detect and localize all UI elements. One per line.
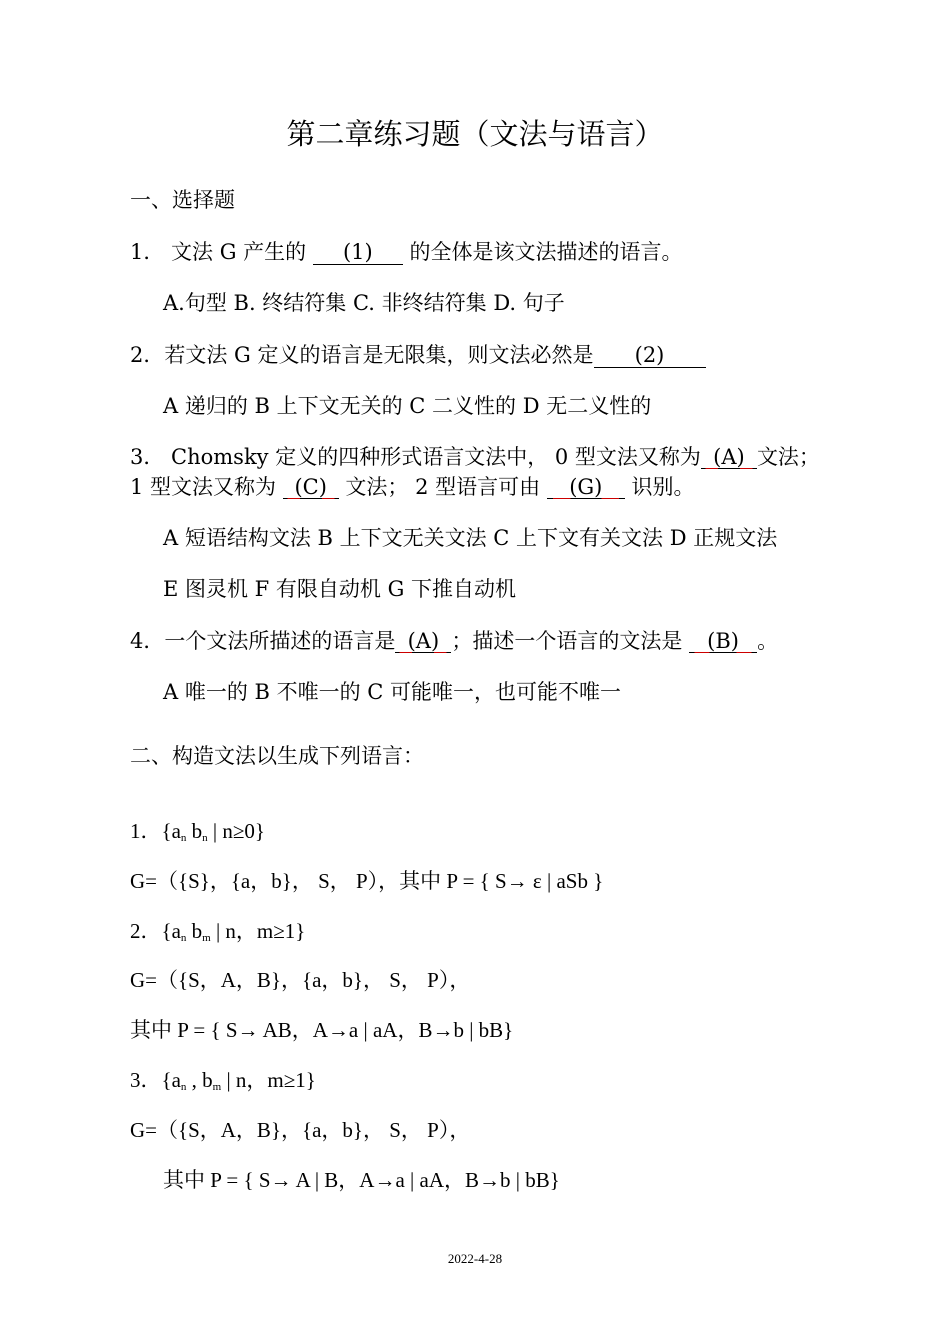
problem-2-grammar-1: G=（{S，A，B}，{a，b}， S， P），	[130, 968, 471, 992]
problem-3-lang-prefix: 3．{a	[130, 1068, 181, 1092]
problem-2-sub-1: n	[180, 932, 187, 944]
question-3-blank-g: (G)	[547, 475, 625, 499]
question-3-line2-mid: 文法； 2 型语言可由	[338, 475, 547, 499]
problem-2-sub-2: m	[202, 932, 211, 944]
section-heading-choice: 一、选择题	[130, 188, 235, 212]
problem-1-lang-suffix: | n≥0}	[207, 819, 265, 843]
page-title: 第二章练习题（文法与语言）	[286, 117, 664, 151]
question-1-options: A.句型 B. 终结符集 C. 非终结符集 D. 句子	[163, 291, 565, 315]
question-4-mid: ；描述一个语言的文法是	[451, 629, 690, 653]
question-1-suffix: 的全体是该文法描述的语言。	[402, 240, 683, 264]
question-3-blank-c: (C)	[283, 475, 339, 499]
problem-3-sub-1: n	[180, 1081, 187, 1093]
problem-2-lang-suffix: | n，m≥1}	[210, 919, 306, 943]
question-3-line2-prefix: 1 型文法又称为	[130, 475, 283, 499]
question-3-line1-suffix: 文法；	[756, 445, 820, 469]
question-4-blank-b: (B)	[689, 629, 757, 653]
question-2-blank: (2)	[594, 343, 706, 368]
question-3-prefix: 3． Chomsky 定义的四种形式语言文法中， 0 型文法又称为	[130, 445, 701, 469]
problem-3-grammar-2: 其中 P = { S→ A | B，A→a | aA，B→b | bB}	[163, 1168, 560, 1192]
problem-1-sub-2: n	[202, 832, 208, 844]
question-4-prefix: 4．一个文法所描述的语言是	[130, 629, 396, 653]
question-4	[130, 625, 778, 655]
question-3-line-1	[130, 441, 820, 471]
question-4-suffix: 。	[757, 629, 779, 653]
question-1-blank: (1)	[313, 240, 403, 265]
question-3-options-2: E 图灵机 F 有限自动机 G 下推自动机	[163, 577, 517, 601]
problem-1-sub-1: n	[180, 832, 187, 844]
problem-1-lang-prefix: 1．{a	[130, 819, 181, 843]
problem-1-language	[130, 815, 265, 845]
problem-1-grammar: G=（{S}，{a，b}， S， P），其中 P = { S→ ε | aSb }	[130, 869, 604, 893]
page-footer-date: 2022-4-28	[447, 1251, 503, 1266]
problem-3-language	[130, 1064, 316, 1094]
problem-3-lang-mid: , b	[186, 1068, 213, 1092]
problem-2-lang-prefix: 2．{a	[130, 919, 181, 943]
problem-3-grammar-1: G=（{S，A，B}，{a，b}， S， P），	[130, 1118, 471, 1142]
question-4-options: A 唯一的 B 不唯一的 C 可能唯一，也可能不唯一	[163, 680, 622, 704]
problem-1-lang-mid: b	[186, 819, 203, 843]
question-3-line2-suffix: 识别。	[624, 475, 695, 499]
question-3-options-1: A 短语结构文法 B 上下文无关文法 C 上下文有关文法 D 正规文法	[163, 526, 778, 550]
section-heading-construct: 二、构造文法以生成下列语言：	[130, 744, 424, 768]
problem-2-language	[130, 915, 305, 945]
question-1	[130, 236, 683, 266]
problem-2-grammar-2: 其中 P = { S→ AB，A→a | aA，B→b | bB}	[130, 1018, 514, 1042]
question-2	[130, 339, 706, 369]
question-3-blank-a: (A)	[701, 445, 757, 469]
question-2-options: A 递归的 B 上下文无关的 C 二义性的 D 无二义性的	[163, 394, 652, 418]
problem-3-lang-suffix: | n，m≥1}	[221, 1068, 316, 1092]
question-3-line-2	[130, 471, 694, 501]
question-4-blank-a: (A)	[395, 629, 451, 653]
problem-3-sub-2: m	[212, 1081, 222, 1093]
question-2-prefix: 2．若文法 G 定义的语言是无限集，则文法必然是	[130, 343, 594, 367]
problem-2-lang-mid: b	[186, 919, 203, 943]
question-1-prefix: 1． 文法 G 产生的	[130, 240, 313, 264]
